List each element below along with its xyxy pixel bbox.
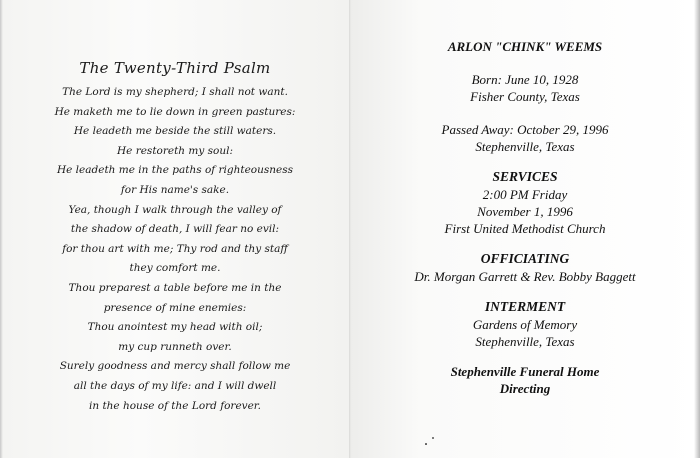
birth-place: Fisher County, Texas [470, 89, 580, 104]
psalm-line: for thou art with me; Thy rod and thy staff [62, 242, 288, 255]
psalm-line: Yea, though I walk through the valley of [68, 203, 282, 216]
psalm-line: He restoreth my soul: [116, 144, 234, 157]
psalm-line: The Lord is my shepherd; I shall not want. [62, 86, 288, 98]
psalm-line: they comfort me. [129, 262, 221, 275]
spacer [400, 350, 650, 363]
services-date: November 1, 1996 [477, 204, 573, 219]
psalm-line: He maketh me to lie down in green pastures: [54, 105, 296, 118]
spacer [400, 105, 650, 121]
psalm-title: The Twenty-Third Psalm [79, 59, 271, 77]
services-time: 2:00 PM Friday [482, 187, 568, 202]
psalm-line: all the days of my life: and I will dwell [73, 379, 277, 392]
spacer [400, 55, 650, 71]
officiating-heading: OFFICIATING [480, 251, 570, 266]
spacer [400, 237, 650, 250]
psalm-block [30, 58, 320, 416]
officiants: Dr. Morgan Garrett & Rev. Bobby Baggett [414, 269, 636, 284]
obituary-details [400, 38, 650, 397]
paper-speck [432, 437, 434, 439]
psalm-line: Thou anointest my head with oil; [87, 321, 263, 334]
psalm-line: Surely goodness and mercy shall follow me [59, 360, 291, 373]
right-edge-shadow [694, 0, 700, 458]
psalm-line: Thou preparest a table before me in the [68, 281, 282, 294]
spacer [400, 155, 650, 168]
services-place: First United Methodist Church [444, 221, 606, 236]
services-heading: SERVICES [492, 169, 558, 184]
psalm-line: in the house of the Lord forever. [88, 399, 262, 412]
funeral-home: Stephenville Funeral Home [450, 364, 600, 379]
left-edge-shadow [0, 0, 3, 458]
interment-city: Stephenville, Texas [475, 334, 575, 349]
paper-speck [425, 443, 427, 445]
psalm-line: He leadeth me in the paths of righteousness [56, 164, 294, 177]
psalm-line: the shadow of death, I will fear no evil: [70, 223, 280, 236]
psalm-line: for His name's sake. [120, 183, 230, 196]
interment-place: Gardens of Memory [472, 317, 578, 332]
funeral-home-directing: Directing [499, 381, 551, 396]
birth-date: Born: June 10, 1928 [471, 72, 579, 87]
spacer [400, 285, 650, 298]
psalm-line: He leadeth me beside the still waters. [73, 125, 277, 138]
death-date: Passed Away: October 29, 1996 [441, 122, 609, 137]
deceased-name: ARLON "CHINK" WEEMS [447, 39, 603, 54]
death-place: Stephenville, Texas [475, 139, 575, 154]
psalm-line: presence of mine enemies: [103, 301, 247, 314]
psalm-line: my cup runneth over. [118, 340, 232, 353]
interment-heading: INTERMENT [484, 299, 566, 314]
center-fold [349, 0, 351, 458]
